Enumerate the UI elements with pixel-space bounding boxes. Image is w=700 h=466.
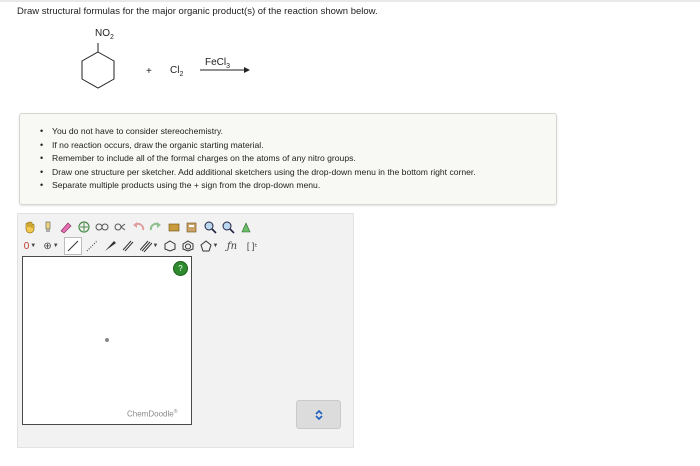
sketcher-options-dropdown[interactable] xyxy=(296,400,341,429)
redo-icon[interactable] xyxy=(148,219,164,235)
eraser-icon[interactable] xyxy=(58,219,74,235)
chemdoodle-brand: ChemDoodle® xyxy=(127,409,178,419)
zoom-in-icon[interactable] xyxy=(202,219,218,235)
nitrobenzene-structure xyxy=(78,43,118,99)
benzene-icon[interactable] xyxy=(180,238,196,254)
double-bond-icon[interactable] xyxy=(120,238,136,254)
center-icon[interactable] xyxy=(76,219,92,235)
chem-sketcher xyxy=(17,213,354,448)
undo-icon[interactable] xyxy=(130,219,146,235)
lasso-icon[interactable] xyxy=(40,219,56,235)
charge-dropdown[interactable]: 0 ▼ xyxy=(23,240,37,252)
pattern-icon[interactable] xyxy=(112,219,128,235)
bracket-icon[interactable]: [ ] ± xyxy=(246,241,258,251)
clean-icon[interactable] xyxy=(238,219,254,235)
instruction-item: • Draw one structure per sketcher. Add additional sketchers using the drop-down menu in the bottom right corner. xyxy=(40,166,476,180)
help-icon[interactable]: ? xyxy=(173,261,188,276)
template-icon[interactable] xyxy=(166,219,182,235)
chevron-updown-icon xyxy=(313,409,325,421)
triple-bond-dropdown[interactable]: ▼ xyxy=(138,238,160,254)
drawing-canvas[interactable] xyxy=(22,256,192,425)
top-divider xyxy=(0,0,700,2)
link-icon[interactable] xyxy=(94,219,110,235)
calc-icon[interactable] xyxy=(184,219,200,235)
cyclopentane-icon xyxy=(200,240,212,252)
hand-icon[interactable] xyxy=(22,219,38,235)
chlorine-reagent: $Cl_2$ xyxy=(170,65,184,78)
cyclohexane-icon[interactable] xyxy=(162,238,178,254)
cyclopentane-dropdown[interactable]: ▼ xyxy=(198,238,220,254)
text-icon[interactable]: ƒn xyxy=(226,240,238,252)
instruction-item: • Remember to include all of the formal charges on the atoms of any nitro groups. xyxy=(40,152,476,166)
instructions-box xyxy=(19,113,557,205)
sketcher-toolbar-bottom xyxy=(22,236,260,256)
instruction-item: • If no reaction occurs, draw the organic starting material. xyxy=(40,139,476,153)
plus-charge-icon: ⊕ xyxy=(43,240,52,252)
wedge-bond-icon[interactable] xyxy=(102,238,118,254)
sketcher-toolbar-top xyxy=(22,217,254,237)
instruction-item: • Separate multiple products using the + sign from the drop-down menu. xyxy=(40,179,476,193)
single-bond-icon[interactable] xyxy=(64,237,82,255)
canvas-cursor-dot xyxy=(105,338,109,342)
triple-bond-icon xyxy=(140,240,152,252)
hash-bond-icon[interactable] xyxy=(84,238,100,254)
plus-sign: + xyxy=(146,66,152,77)
nitro-group-label: $NO_2$ xyxy=(95,28,114,41)
instruction-item: • You do not have to consider stereochemistry. xyxy=(40,125,476,139)
plus-charge-dropdown[interactable]: ⊕ ▼ xyxy=(43,240,59,252)
question-text: Draw structural formulas for the major organic product(s) of the reaction shown below. xyxy=(17,6,378,17)
charge-label: 0 xyxy=(23,240,30,252)
reaction-arrow xyxy=(200,66,250,74)
catalyst-label: FeCl$_3$ xyxy=(205,57,231,70)
zoom-out-icon[interactable] xyxy=(220,219,236,235)
